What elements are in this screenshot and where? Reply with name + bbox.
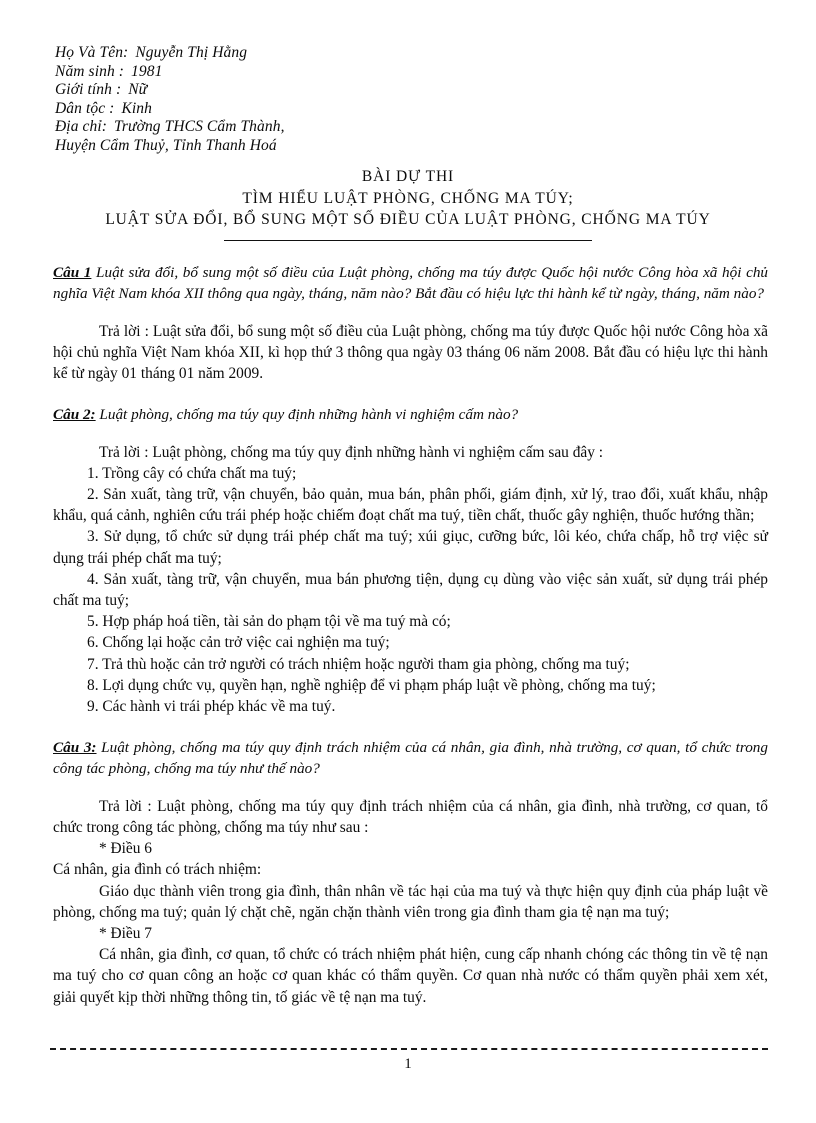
answer-2-item-3: 3. Sử dụng, tổ chức sử dụng trái phép chất ma tuý; xúi giục, cưỡng bức, lôi kéo, chứa chấp, hỗ trợ việc sử dụng trái phép chất ma tuý;	[53, 528, 768, 567]
footer-divider	[50, 1048, 768, 1050]
author-address-label: Địa chỉ:	[55, 118, 108, 136]
article-6-lead: Cá nhân, gia đình có trách nhiệm:	[53, 861, 262, 879]
author-name-value: Nguyễn Thị Hằng	[135, 44, 248, 61]
question-2-label: Câu 2:	[53, 406, 96, 424]
question-1-text: Luật sửa đổi, bổ sung một số điều của Luật phòng, chống ma túy được Quốc hội nước Công hòa xã hội chủ nghĩa Việt Nam khóa XII thông qua ngày, tháng, năm nào? Bắt đầu có hiệu lực thi hành kể từ ngày, tháng, năm nào?	[53, 264, 769, 303]
article-6-heading: * Điều 6	[99, 840, 153, 858]
author-info-block	[55, 44, 285, 156]
answer-2-item-8: 8. Lợi dụng chức vụ, quyền hạn, nghề nghiệp để vi phạm pháp luật về phòng, chống ma tuý;	[87, 676, 656, 694]
question-2-block	[53, 404, 768, 425]
document-title-line-1: BÀI DỰ THI	[361, 168, 455, 185]
document-title-line-3: LUẬT SỬA ĐỔI, BỔ SUNG MỘT SỐ ĐIỀU CỦA LUẬT PHÒNG, CHỐNG MA TÚY	[105, 211, 711, 228]
answer-2-item-9: 9. Các hành vi trái phép khác về ma tuý.	[87, 697, 336, 715]
document-title-line-2: TÌM HIỂU LUẬT PHÒNG, CHỐNG MA TÚY;	[242, 189, 574, 207]
answer-2-item-2: 2. Sản xuất, tàng trữ, vận chuyển, bảo quản, mua bán, phân phối, giám định, xử lý, trao đổi, xuất khẩu, nhập khẩu, quá cảnh, nghiên cứu trái phép hoặc chiếm đoạt chất ma tuý, tiền chất, thuốc gây nghiện, thuốc hướng thần;	[53, 485, 768, 525]
question-3-block	[53, 737, 768, 780]
question-1-block	[53, 262, 768, 305]
question-3-label: Câu 3:	[53, 739, 97, 757]
answer-2-item-1: 1. Trồng cây có chứa chất ma tuý;	[87, 464, 297, 482]
author-ethnicity-label: Dân tộc :	[55, 99, 115, 117]
answer-2-item-6: 6. Chống lại hoặc cản trở việc cai nghiện ma tuý;	[87, 634, 390, 652]
author-address-value: Trường THCS Cẩm Thành,	[114, 118, 285, 136]
author-address-line-2: Huyện Cẩm Thuỷ, Tỉnh Thanh Hoá	[55, 136, 277, 154]
question-3-text: Luật phòng, chống ma túy quy định trách nhiệm của cá nhân, gia đình, nhà trường, cơ quan, tổ chức trong công tác phòng, chống ma túy như thế nào?	[53, 739, 768, 778]
answer-2-item-7: 7. Trả thù hoặc cản trở người có trách nhiệm hoặc người tham gia phòng, chống ma tuý;	[87, 655, 630, 673]
answer-3-intro: Trả lời : Luật phòng, chống ma túy quy định trách nhiệm của cá nhân, gia đình, nhà trường, cơ quan, tổ chức trong công tác phòng, chống ma túy như sau :	[53, 797, 768, 836]
document-body	[53, 262, 768, 1008]
author-gender-value: Nữ	[128, 81, 148, 99]
page-number: 1	[404, 1056, 412, 1072]
article-7-body: Cá nhân, gia đình, cơ quan, tổ chức có trách nhiệm phát hiện, cung cấp nhanh chóng các thông tin về tệ nạn ma tuý cho cơ quan công an hoặc cơ quan khác có thẩm quyền. Cơ quan nhà nước có thẩm quyền phải xem xét, giải quyết kịp thời những thông tin, tố giác về tệ nạn ma tuý.	[53, 946, 768, 1006]
answer-2-item-5: 5. Hợp pháp hoá tiền, tài sản do phạm tội về ma tuý mà có;	[87, 613, 451, 631]
answer-2-intro: Trả lời : Luật phòng, chống ma túy quy định những hành vi nghiệm cấm sau đây :	[99, 443, 604, 461]
question-1-label: Câu 1	[53, 264, 92, 281]
document-title-block	[0, 166, 816, 241]
article-6-body: Giáo dục thành viên trong gia đình, thân nhân về tác hại của ma tuý và thực hiện quy định của pháp luật về phòng, chống ma tuý; quản lý chặt chẽ, ngăn chặn thành viên trong gia đình tham gia tệ nạn ma tuý;	[53, 882, 768, 921]
title-underline-rule	[224, 240, 592, 241]
author-gender-line	[55, 81, 285, 100]
author-address-line	[55, 118, 285, 137]
author-birth-line	[55, 63, 285, 82]
author-name-line	[55, 44, 285, 63]
question-2-text: Luật phòng, chống ma túy quy định những hành vi nghiệm cấm nào?	[99, 406, 519, 424]
author-name-label: Họ Và Tên:	[55, 44, 129, 61]
author-ethnicity-value: Kinh	[121, 99, 152, 117]
author-ethnicity-line	[55, 100, 285, 119]
author-gender-label: Giới tính :	[55, 81, 122, 99]
answer-1-text: Trả lời : Luật sửa đổi, bổ sung một số điều của Luật phòng, chống ma túy được Quốc hội nước Công hòa xã hội chủ nghĩa Việt Nam khóa XII, kì họp thứ 3 thông qua ngày 03 tháng 06 năm 2008. Bắt đầu có hiệu lực thi hành kể từ ngày 01 tháng 01 năm 2009.	[53, 322, 768, 382]
answer-2-item-4: 4. Sản xuất, tàng trữ, vận chuyển, mua bán phương tiện, dụng cụ dùng vào việc sản xuất, sử dụng trái phép chất ma tuý;	[53, 570, 768, 609]
author-birth-label: Năm sinh :	[55, 62, 125, 80]
author-birth-value: 1981	[131, 62, 163, 80]
article-7-heading: * Điều 7	[99, 924, 153, 942]
